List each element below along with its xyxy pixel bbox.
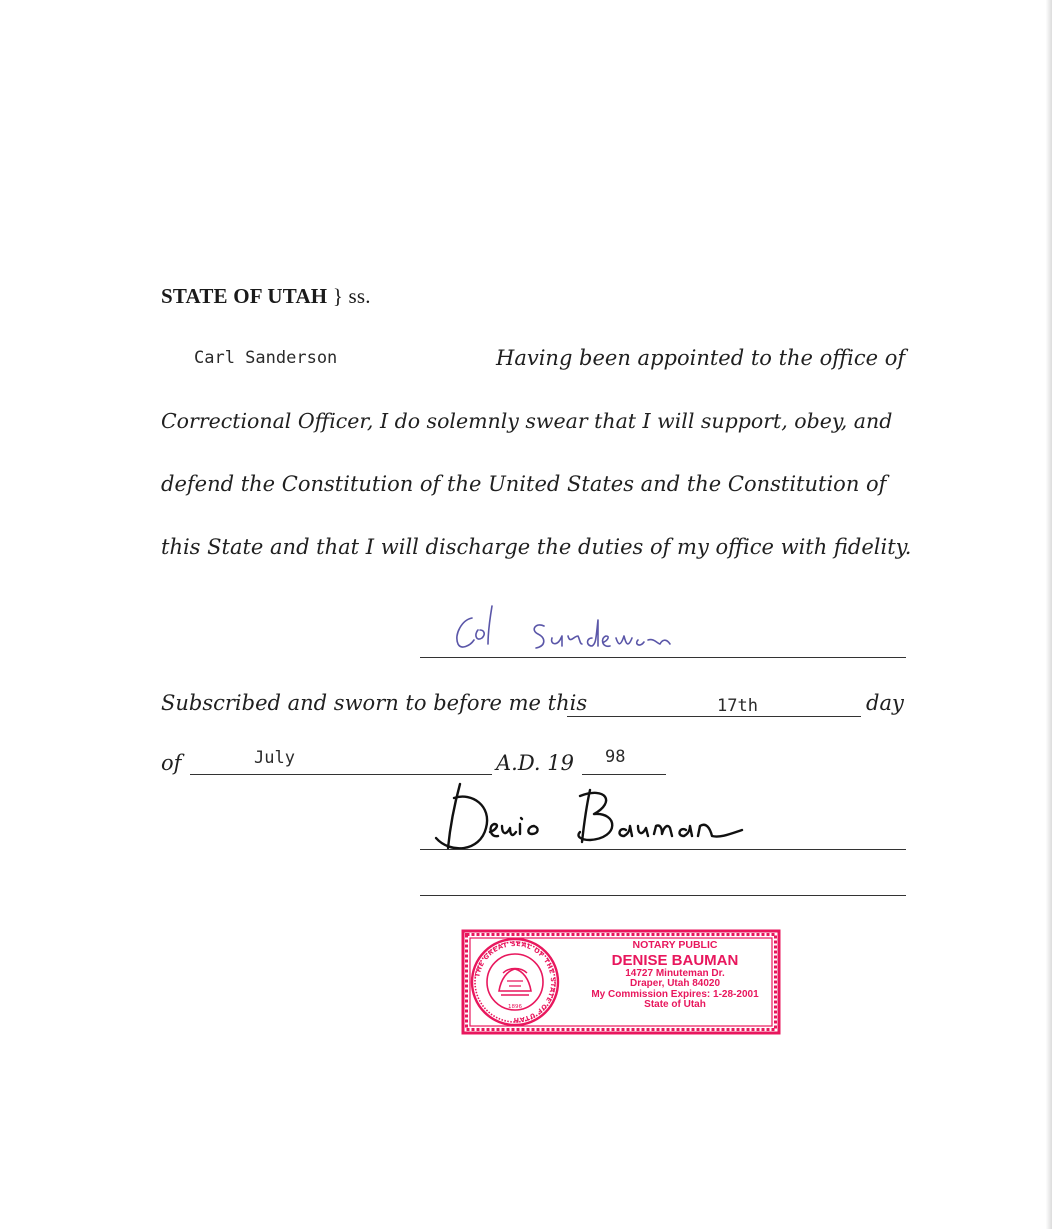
notary-signature-line: [420, 849, 906, 850]
svg-text:THE GREAT SEAL OF THE STATE OF: [473, 940, 557, 1024]
year-line: [582, 774, 666, 775]
officer-signature: [448, 600, 688, 656]
venue-heading: [161, 284, 371, 309]
stamp-name: DENISE BAUMAN: [611, 952, 739, 970]
appointee-name: Carl Sanderson: [194, 348, 338, 368]
stamp-commission: My Commission Expires: 1-28-2001: [591, 988, 759, 1000]
officer-signature-line: [420, 657, 906, 658]
oath-line-3: defend the Constitution of the United States and the Constitution of: [161, 472, 887, 496]
stamp-address-1: 14727 Minuteman Dr.: [625, 967, 725, 979]
oath-line-2: Correctional Officer, I do solemnly swear that I will support, obey, and: [161, 409, 893, 433]
page-edge-shadow: [1046, 0, 1052, 1229]
ad-label: A.D. 19: [496, 751, 575, 775]
of-label: of: [161, 751, 182, 775]
notary-stamp: [461, 929, 781, 1035]
notary-signature: [430, 776, 760, 856]
day-value: 17th: [717, 696, 758, 716]
oath-line-1: Having been appointed to the office of: [496, 346, 906, 370]
day-line: [567, 716, 861, 717]
seal-year: 1896: [508, 1004, 522, 1010]
month-line: [190, 774, 492, 775]
stamp-state: State of Utah: [644, 999, 706, 1011]
day-label: day: [866, 691, 904, 715]
subscribed-label: Subscribed and sworn to before me this: [161, 691, 588, 715]
seal-ring-text: THE GREAT SEAL OF THE STATE OF UTAH: [473, 939, 558, 1025]
year-value: 98: [605, 747, 626, 767]
blank-line: [420, 895, 906, 896]
stamp-title: NOTARY PUBLIC: [632, 939, 718, 951]
stamp-address-2: Draper, Utah 84020: [629, 978, 721, 990]
month-value: July: [254, 748, 295, 768]
ss-label: } ss.: [332, 284, 371, 308]
state-label: STATE OF UTAH: [161, 284, 328, 308]
oath-line-4: this State and that I will discharge the duties of my office with fidelity.: [161, 535, 912, 559]
